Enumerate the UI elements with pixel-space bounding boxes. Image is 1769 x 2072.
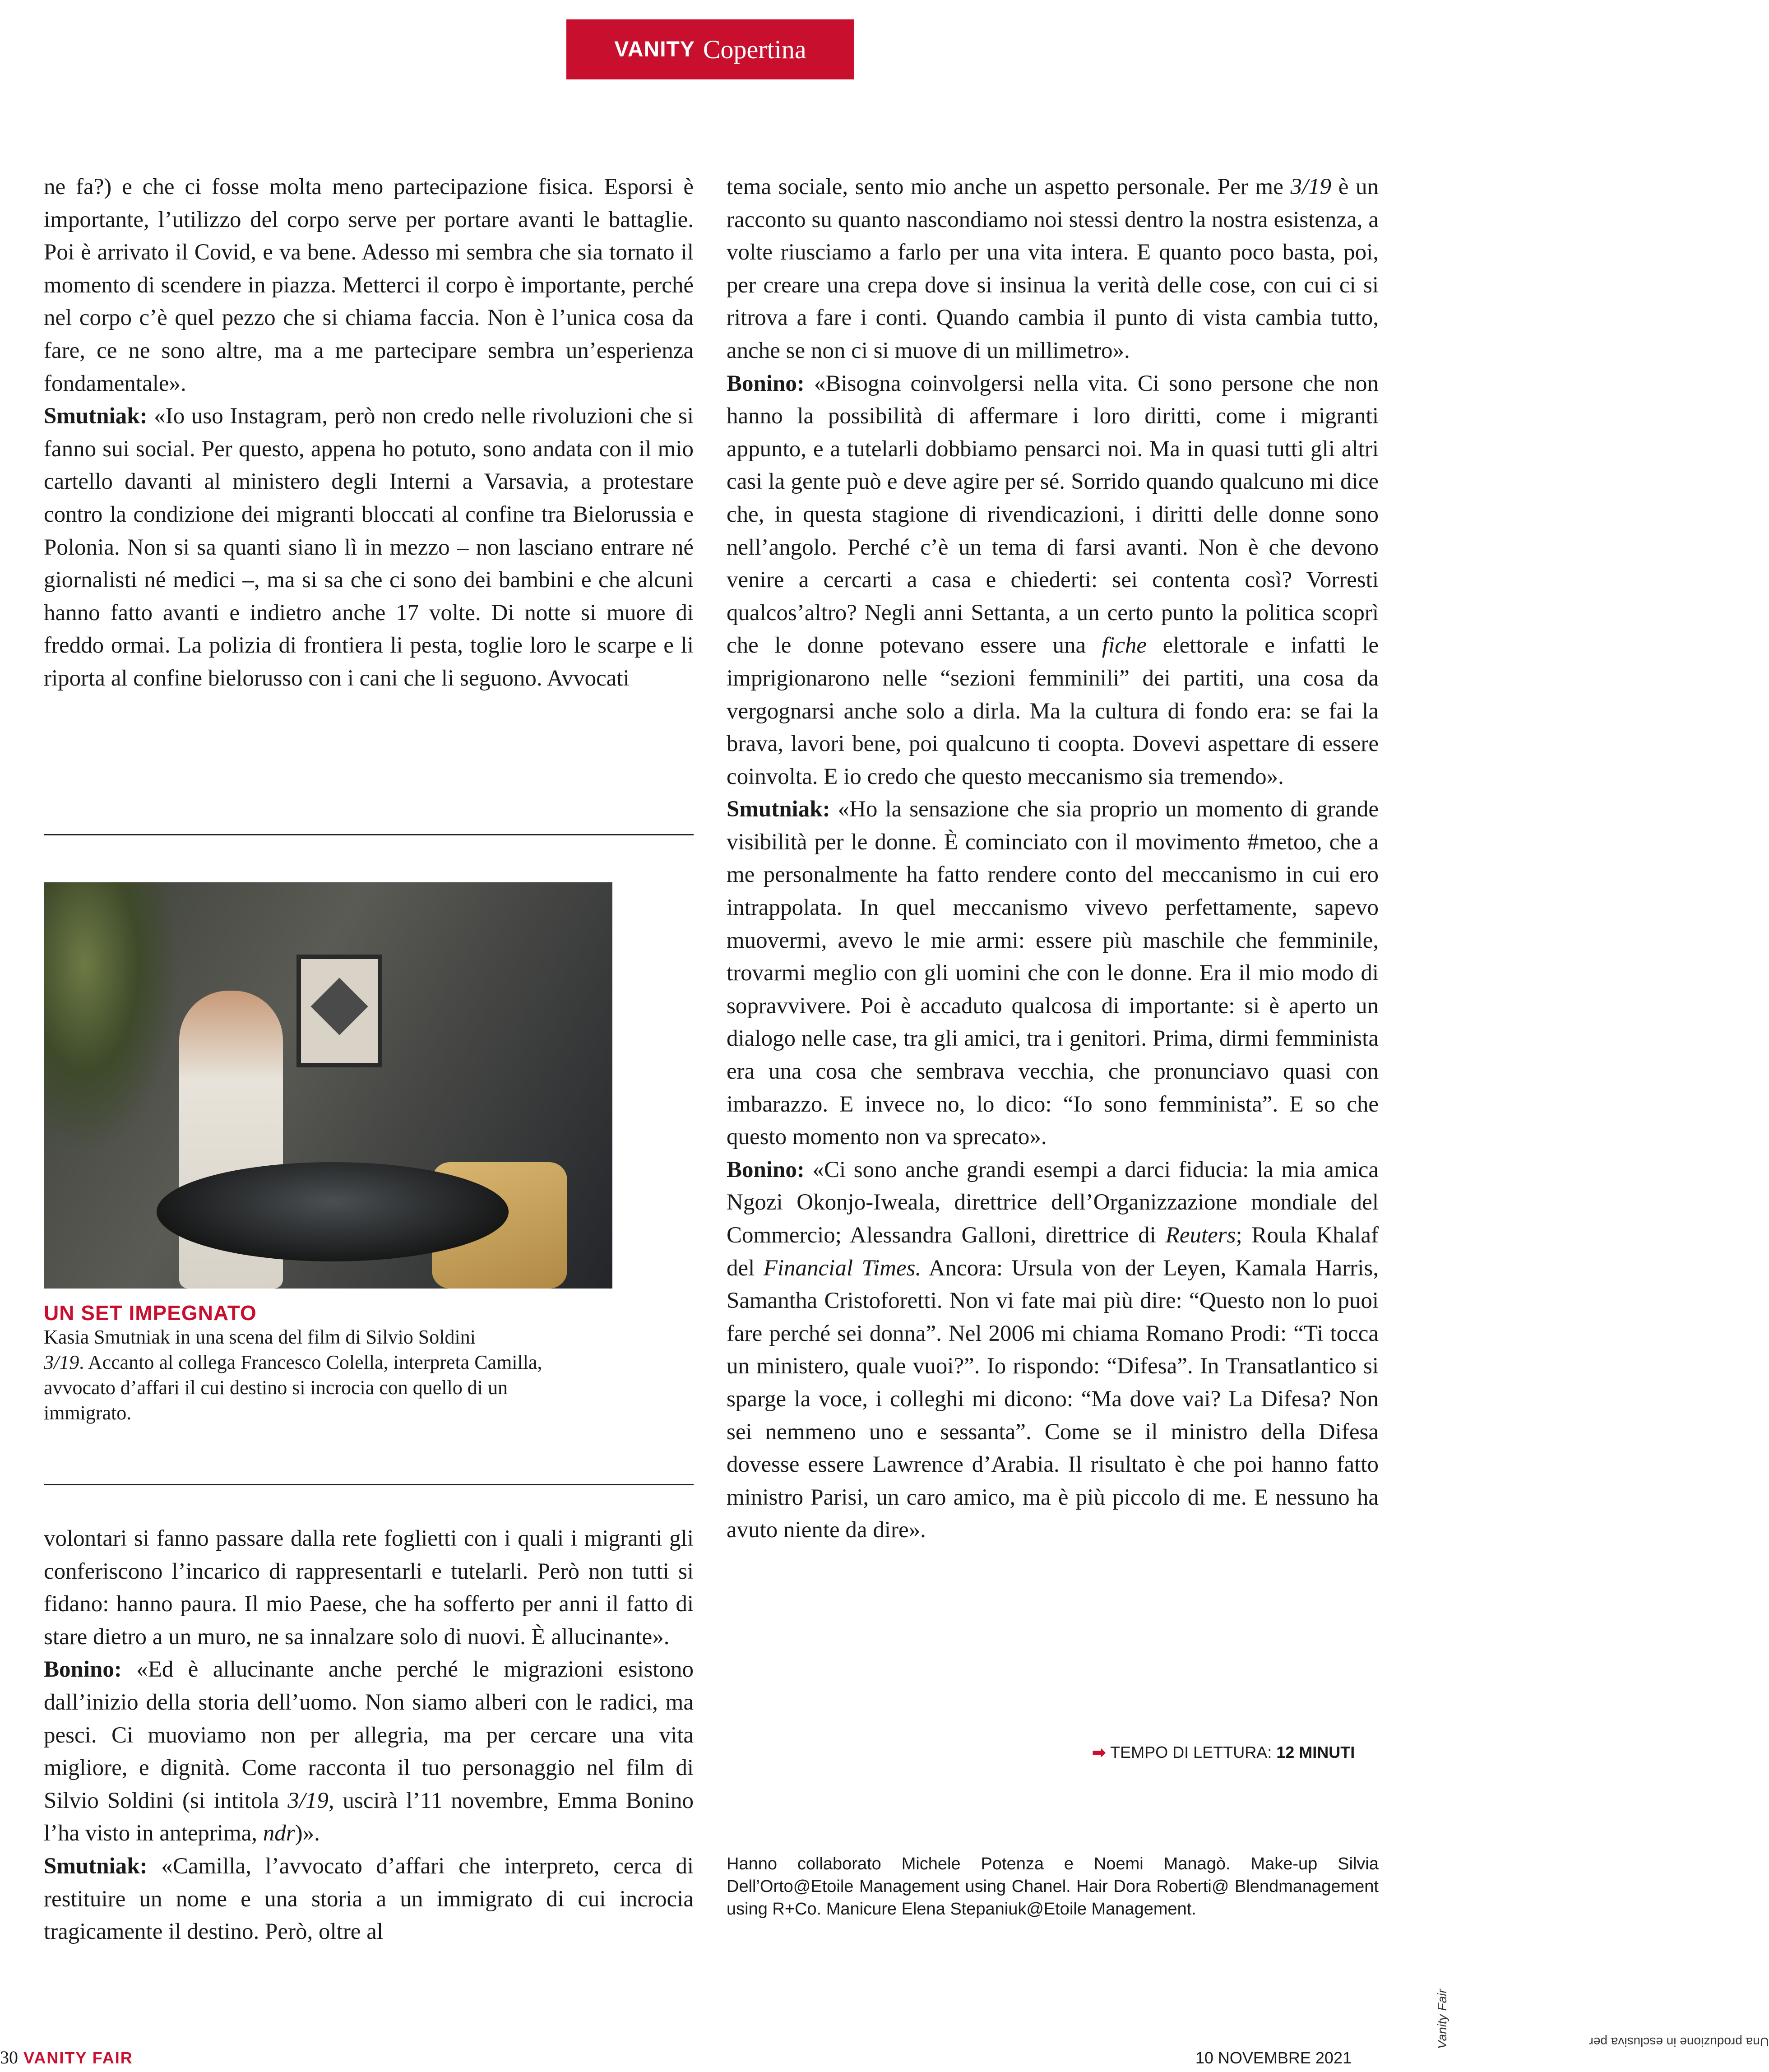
paragraph-text: Ancora: Ursula von der Leyen, Kamala Harris, Samantha Cristoforetti. Non vi fate mai più dire: “Questo non lo puoi fare perché sei donna”. Nel 2006 mi chiama Romano Prodi: “Ti tocca un ministero, quale vuoi?”. Io rispondo: “Difesa”. In Transatlantico si sparge la voce, i colleghi mi dicono: “Ma dove vai? La Difesa? Non sei nemmeno uno e sessanta”. Come se il ministro della Difesa dovesse essere Lawrence d’Arabia. Il risultato è che poi hanno fatto ministro Parisi, un caro amico, ma è più piccolo di me. E nessuno ha avuto niente da dire». bbox=[727, 1255, 1379, 1543]
paragraph bbox=[44, 400, 694, 695]
caption-text: . Accanto al collega Francesco Colella, interpreta Camilla, avvocato d’affari il cui destino si incrocia con quello di un immigrato. bbox=[44, 1351, 542, 1424]
paragraph-text: «Bisogna coinvolgersi nella vita. Ci sono persone che non hanno la possibilità di affermare i loro diritti, come i migranti appunto, e a tutelarli dobbiamo pensarci noi. Ma in quasi tutti gli altri casi la gente può e deve agire per sé. Sorrido quando qualcuno mi dice che, in questa stagione di rivendicazioni, i diritti delle donne sono nell’angolo. Perché c’è un tema di farsi avanti. Non è che devono venire a cercarti a casa e chiederti: sei contenta così? Vorresti qualcos’altro? Negli anni Settanta, a un certo punto la politica scoprì che le donne potevano essere una bbox=[727, 371, 1379, 658]
paragraph bbox=[727, 1154, 1379, 1547]
arrow-right-icon: ➡ bbox=[1092, 1743, 1106, 1761]
footer-date: 10 NOVEMBRE 2021 bbox=[1195, 2049, 1352, 2067]
page-number: 30 bbox=[0, 2047, 18, 2067]
paragraph-text: elettorale e infatti le imprigionarono nelle “sezioni femminili” dei partiti, una cosa da vergognarsi anche solo a dirla. Ma la cultura di fondo era: se fai la brava, lavori bene, poi qualcuno ti coopta. Dovevi aspettare di essere coinvolta. E io credo che questo meccanismo sia tremendo». bbox=[727, 633, 1379, 789]
paragraph bbox=[727, 171, 1379, 367]
photo-plant bbox=[44, 882, 179, 1153]
article-column-right bbox=[727, 171, 1379, 1547]
article-column-left-bottom bbox=[44, 1522, 694, 1948]
section-tag-name: Copertina bbox=[703, 35, 806, 64]
paragraph-text: )». bbox=[295, 1821, 320, 1846]
paragraph bbox=[44, 1653, 694, 1850]
photo-table bbox=[157, 1162, 509, 1261]
speaker-name: Smutniak: bbox=[727, 797, 830, 822]
publication-name: Financial Times. bbox=[763, 1255, 922, 1281]
paragraph bbox=[44, 1850, 694, 1948]
divider-rule bbox=[44, 834, 694, 835]
paragraph-text: «Camilla, l’avvocato d’affari che interpreto, cerca di restituire un nome e una storia a un immigrato di cui incrocia tragicamente il destino. Però, oltre al bbox=[44, 1853, 694, 1945]
side-note-text: Una produzione in esclusiva per bbox=[1589, 2035, 1769, 2049]
speaker-name: Bonino: bbox=[727, 1157, 805, 1182]
paragraph-text: «Ci sono anche grandi esempi a darci fiducia: la mia amica Ngozi Okonjo-Iweala, direttrice dell’Organizzazione mondiale del Commercio; Alessandra Galloni, direttrice di bbox=[727, 1157, 1379, 1248]
italic-term: fiche bbox=[1102, 633, 1147, 658]
publication-name: Reuters bbox=[1165, 1223, 1236, 1248]
section-tag bbox=[566, 19, 854, 79]
speaker-name: Bonino: bbox=[727, 371, 805, 396]
paragraph-text: «Ed è allucinante anche perché le migrazioni esistono dall’inizio della storia dell’uomo. Non siamo alberi con le radici, ma pesci. Ci muoviamo non per allegria, ma per cercare una vita migliore, e dignità. Come racconta il tuo personaggio nel film di Silvio Soldini (si intitola bbox=[44, 1657, 694, 1813]
photo-credits: Hanno collaborato Michele Potenza e Noemi Managò. Make-up Silvia Dell’Orto@Etoile Management using Chanel. Hair Dora Roberti@ Blendmanagement using R+Co. Manicure Elena Stepaniuk@Etoile Management. bbox=[727, 1854, 1379, 1919]
speaker-name: Smutniak: bbox=[44, 1853, 148, 1879]
reading-time bbox=[1092, 1743, 1355, 1762]
paragraph-text: «Io uso Instagram, però non credo nelle rivoluzioni che si fanno sui social. Per questo, appena ho potuto, sono andata con il mio cartello davanti al ministero degli Interni a Varsavia, a protestare contro la condizione dei migranti bloccati al confine tra Bielorussia e Polonia. Non si sa quanti siano lì in mezzo – non lasciano entrare né giornalisti né medici –, ma si sa che ci sono dei bambini e che alcuni hanno fatto avanti e indietro anche 17 volte. Di notte si muore di freddo ormai. La polizia di frontiera li pesta, toglie loro le scarpe e li riporta al confine bielorusso con i cani che li seguono. Avvocati bbox=[44, 403, 694, 691]
paragraph-text: ; Roula Khalaf del bbox=[727, 1223, 1379, 1281]
paragraph-text: , uscirà l’11 novembre, Emma Bonino l’ha visto in anteprima, bbox=[44, 1788, 694, 1846]
caption-film-title: 3/19 bbox=[44, 1351, 79, 1373]
paragraph: ne fa?) e che ci fosse molta meno partecipazione fisica. Esporsi è importante, l’utilizzo del corpo serve per portare avanti le battaglie. Poi è arrivato il Covid, e va bene. Adesso mi sembra che sia tornato il momento di scendere in piazza. Metterci il corpo è importante, perché nel corpo c’è quel pezzo che si chiama faccia. Non è l’unica cosa da fare, ce ne sono altre, ma a me partecipare sembra un’esperienza fondamentale». bbox=[44, 174, 694, 396]
caption-body bbox=[44, 1325, 585, 1426]
paragraph-text: «Ho la sensazione che sia proprio un momento di grande visibilità per le donne. È cominciato con il movimento #metoo, che a me personalmente ha fatto rendere conto del meccanismo in cui ero intrappolata. In quel meccanismo vivevo perfettamente, sapevo muovermi, avevo le mie armi: essere più maschile che femminile, trovarmi meglio con gli uomini che con le donne. Era il mio modo di sopravvivere. Poi è accaduto qualcosa di importante: si è aperto un dialogo nelle case, tra gli amici, tra i genitori. Prima, dirmi femminista era una cosa che sembrava vecchia, che pronunciavo quasi con imbarazzo. E invece no, lo dico: “Io sono femminista”. E so che questo momento non va sprecato». bbox=[727, 797, 1379, 1150]
film-still-photo bbox=[44, 882, 612, 1289]
film-title: 3/19 bbox=[1290, 174, 1332, 199]
reading-time-label: TEMPO DI LETTURA: bbox=[1110, 1743, 1277, 1761]
page-footer bbox=[0, 2047, 133, 2068]
reading-time-value: 12 MINUTI bbox=[1276, 1743, 1355, 1761]
editor-note: ndr bbox=[263, 1821, 295, 1846]
caption-text: Kasia Smutniak in una scena del film di Silvio Soldini bbox=[44, 1326, 476, 1348]
photo-wall-art bbox=[296, 955, 382, 1067]
speaker-name: Smutniak: bbox=[44, 403, 148, 429]
paragraph bbox=[727, 367, 1379, 793]
paragraph-text: tema sociale, sento mio anche un aspetto personale. Per me bbox=[727, 174, 1291, 199]
paragraph bbox=[727, 793, 1379, 1154]
side-note-brand: Vanity Fair bbox=[1435, 1989, 1449, 2049]
paragraph-text: è un racconto su quanto nascondiamo noi stessi dentro la nostra esistenza, a volte riusciamo a farlo per una vita intera. E quanto poco basta, poi, per creare una crepa dove si insinua la verità delle cose, con cui ci si ritrova a fare i conti. Quando cambia il punto di vista cambia tutto, anche se non ci si muove di un millimetro». bbox=[727, 174, 1379, 363]
film-title: 3/19 bbox=[287, 1788, 329, 1813]
speaker-name: Bonino: bbox=[44, 1657, 122, 1683]
caption-title: UN SET IMPEGNATO bbox=[44, 1301, 257, 1325]
paragraph: volontari si fanno passare dalla rete foglietti con i quali i migranti gli conferiscono l’incarico di rappresentarli e tutelarli. Però non tutti si fidano: hanno paura. Il mio Paese, che ha sofferto per anni il fatto di stare dietro a un muro, ne sa innalzare solo di nuovi. È allucinante». bbox=[44, 1526, 694, 1650]
footer-magazine: VANITY FAIR bbox=[23, 2049, 133, 2067]
section-tag-brand: VANITY bbox=[614, 37, 695, 61]
article-column-left-top bbox=[44, 171, 694, 695]
divider-rule bbox=[44, 1484, 694, 1485]
